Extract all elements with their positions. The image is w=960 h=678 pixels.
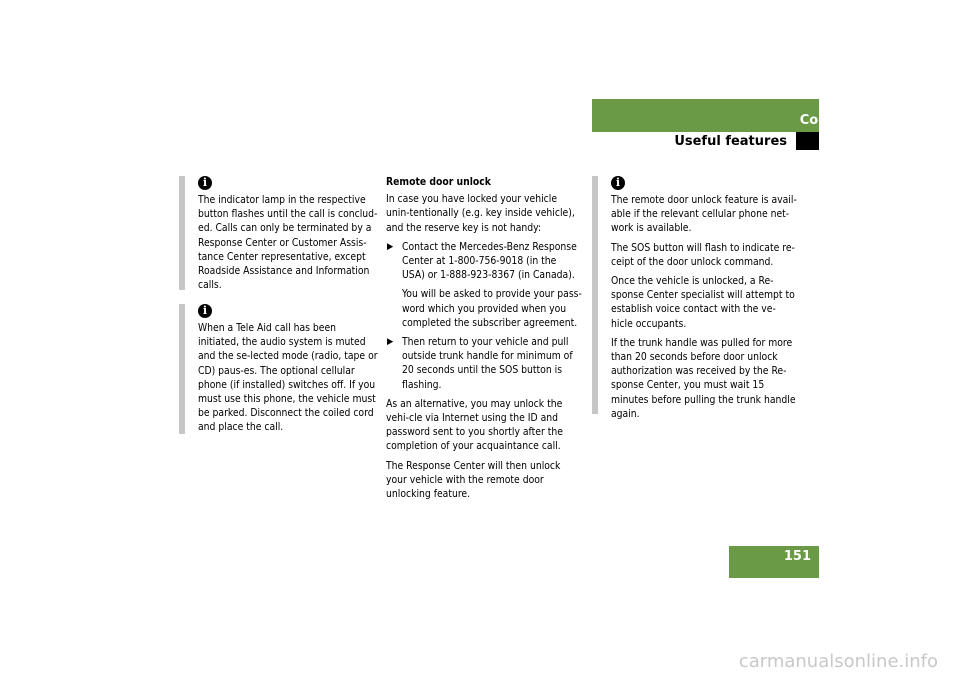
step-note: You will be asked to provide your pass-word which you provided when you completed the subscriber agreement.: [402, 288, 582, 329]
note-paragraph: The SOS button will flash to indicate re-ceipt of the door unlock command.: [611, 241, 795, 268]
arrow-bullet-icon: ▶: [387, 241, 394, 252]
paragraph: The Response Center will then unlock your vehicle with the remote door unlocking feature.: [386, 459, 561, 501]
main-column: [386, 175, 582, 506]
header-bar: [592, 99, 819, 132]
step-text: Then return to your vehicle and pull outside trunk handle for minimum of 20 seconds until the SOS button is flashing.: [402, 336, 573, 391]
info-icon: i: [198, 304, 212, 318]
arrow-bullet-icon: ▶: [387, 337, 394, 348]
section-heading: Remote door unlock: [386, 176, 491, 188]
info-icon: i: [198, 176, 212, 190]
step-item: [386, 335, 582, 392]
intro-paragraph: In case you have locked your vehicle unin-tentionally (e.g. key inside vehicle), and the reserve key is not handy:: [386, 193, 575, 234]
footer-watermark: carmanualsonline.info: [738, 651, 938, 672]
note-paragraph: Once the vehicle is unlocked, a Re-sponse Center specialist will attempt to establish voice contact with the ve-hicle occupants.: [611, 275, 795, 330]
section-title: Controls in detail: [799, 113, 926, 128]
info-note-2: [179, 304, 378, 434]
note-paragraph: If the trunk handle was pulled for more than 20 seconds before door unlock authorization was received by the Re-sponse Center, you must wait 15 minutes before pulling the trunk handle again.: [611, 336, 796, 420]
info-note-1: [179, 176, 378, 290]
info-icon: i: [611, 176, 625, 190]
note-text: When a Tele Aid call has been initiated, the audio system is muted and the se-lected mode (radio, tape or CD) paus-es. The optional cellular phone (if installed) switches off. If you must use this phone, the vehicle must be parked. Disconnect the coiled cord and place the call.: [198, 322, 378, 434]
page-number: 151: [783, 549, 811, 564]
step-text: Contact the Mercedes-Benz Response Center at 1-800-756-9018 (in the USA) or 1-888-923-8367 (in Canada).: [402, 240, 577, 282]
note-paragraph: The remote door unlock feature is avail-able if the relevant cellular phone net-work is available.: [611, 194, 797, 235]
section-subtitle: Useful features: [674, 134, 787, 149]
paragraph: As an alternative, you may unlock the vehi-cle via Internet using the ID and password sent to you shortly after the completion of your acquaintance call.: [386, 397, 563, 453]
page-number-box: [729, 546, 819, 578]
info-note-3: [592, 176, 797, 420]
step-item: [386, 240, 582, 283]
header-tab-marker: [796, 132, 819, 150]
note-text: The indicator lamp in the respective button flashes until the call is conclud-ed. Calls can only be terminated by a Response Center or Customer Assis-tance Center representative, except Roadside Assistance and Information calls.: [198, 194, 378, 292]
